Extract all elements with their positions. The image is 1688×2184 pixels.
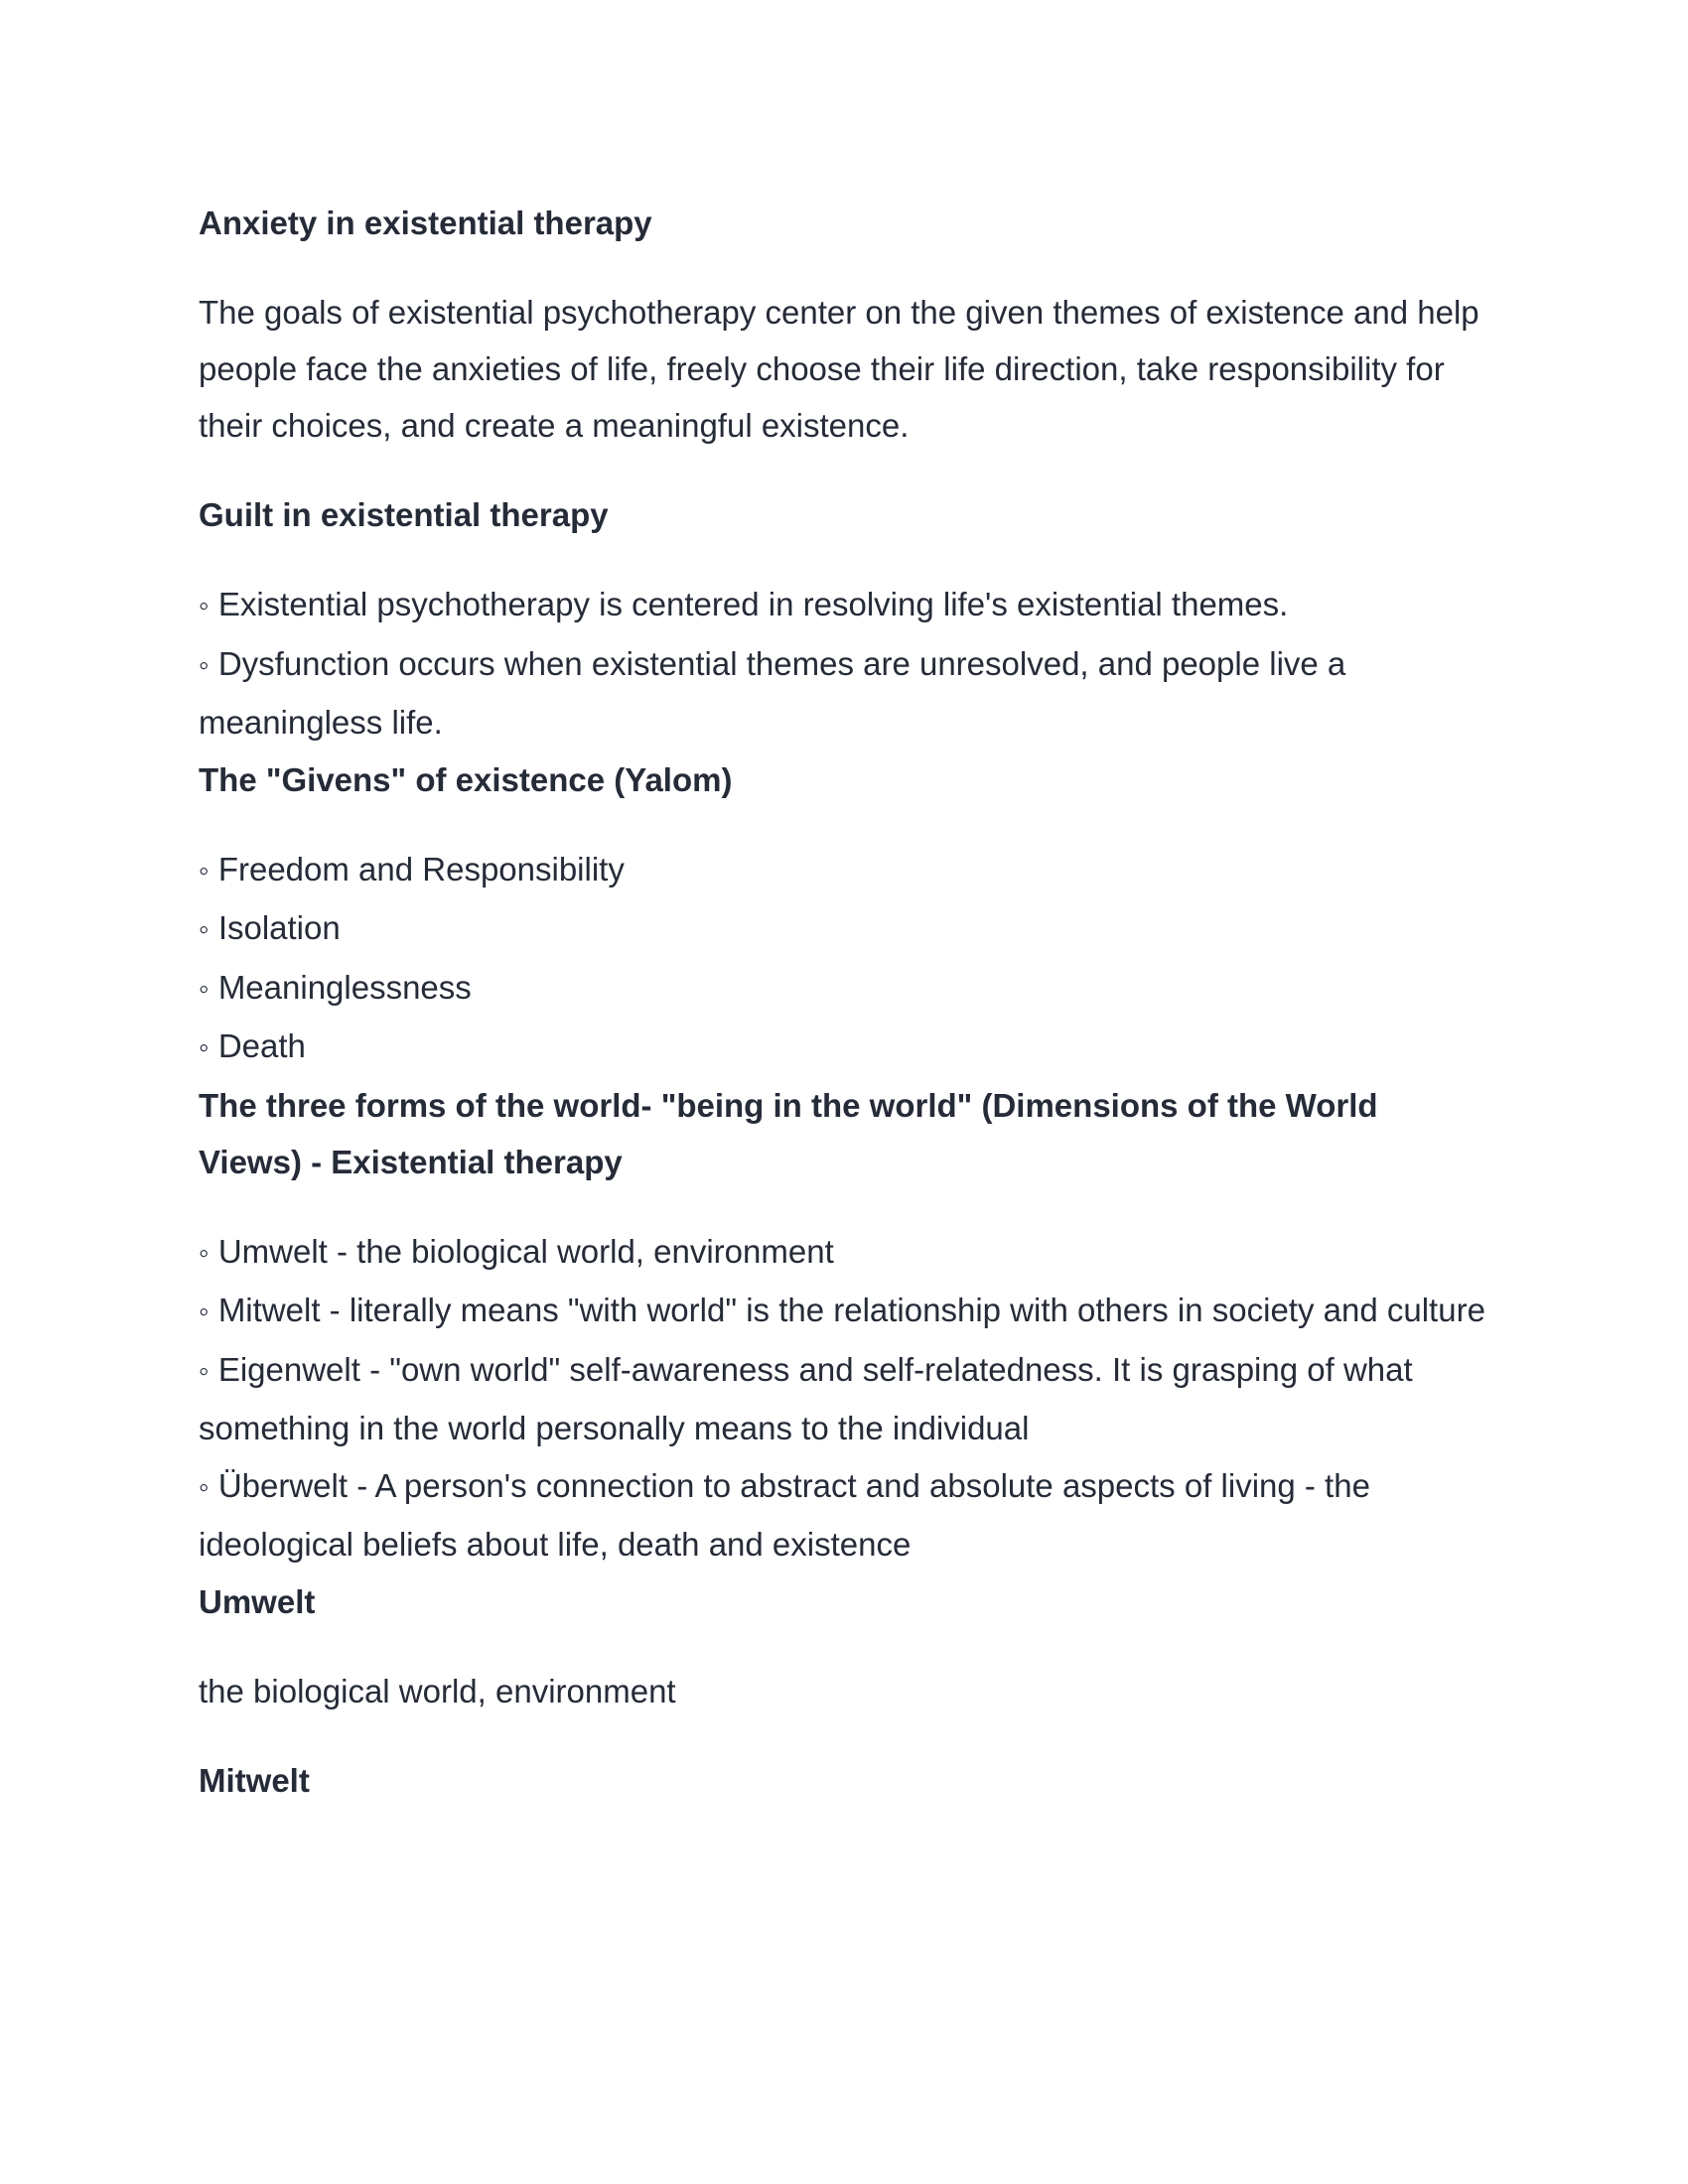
section-heading-mitwelt: Mitwelt	[199, 1761, 310, 1799]
list-item-text: Meaninglessness	[217, 968, 472, 1006]
list-item-text: Eigenwelt - "own world" self-awareness and self-relatedness. It is grasping of what something in the world personally means to the individual	[199, 1350, 1413, 1446]
list-item	[199, 576, 1489, 635]
section-heading-guilt: Guilt in existential therapy	[199, 496, 609, 533]
list-item	[199, 635, 1489, 751]
list-item	[199, 1282, 1489, 1341]
list-item	[199, 1457, 1489, 1573]
list-item	[199, 1018, 1489, 1077]
section-heading-givens: The "Givens" of existence (Yalom)	[199, 760, 733, 798]
section-heading-three-forms: The three forms of the world- "being in the world" (Dimensions of the World Views) - Existential therapy	[199, 1086, 1378, 1180]
list-item	[199, 1223, 1489, 1283]
list-item	[199, 899, 1489, 959]
bullet-icon: ◦	[199, 1470, 210, 1504]
bullet-icon: ◦	[199, 1236, 210, 1270]
list-item-text: Mitwelt - literally means "with world" is the relationship with others in society and culture	[217, 1292, 1485, 1328]
list-item-text: Existential psychotherapy is centered in resolving life's existential themes.	[217, 586, 1289, 622]
section-heading-umwelt: Umwelt	[199, 1582, 316, 1620]
section-heading-anxiety: Anxiety in existential therapy	[199, 205, 652, 241]
bullet-icon: ◦	[199, 648, 210, 682]
bullet-icon: ◦	[199, 1354, 210, 1388]
bullet-icon: ◦	[199, 972, 210, 1006]
list-item-text: Dysfunction occurs when existential themes are unresolved, and people live a meaningless life.	[199, 644, 1346, 741]
list-item-text: Death	[217, 1027, 306, 1064]
section-body-anxiety: The goals of existential psychotherapy center on the given themes of existence and help people face the anxieties of life, freely choose their life direction, take responsibility for their choices, and create a meaningful existence.	[199, 294, 1479, 444]
list-item	[199, 959, 1489, 1019]
list-item-text: Überwelt - A person's connection to abstract and absolute aspects of living - the ideological beliefs about life, death and existence	[199, 1466, 1370, 1563]
list-item-text: Freedom and Responsibility	[217, 850, 625, 887]
list-item-text: Umwelt - the biological world, environment	[217, 1232, 834, 1270]
three-forms-list	[199, 1223, 1489, 1573]
guilt-list	[199, 576, 1489, 751]
givens-list	[199, 841, 1489, 1077]
bullet-icon: ◦	[199, 1296, 210, 1328]
document-page	[199, 195, 1489, 1809]
bullet-icon: ◦	[199, 913, 210, 946]
bullet-icon: ◦	[199, 590, 210, 622]
bullet-icon: ◦	[199, 854, 210, 887]
list-item	[199, 1341, 1489, 1457]
bullet-icon: ◦	[199, 1031, 210, 1064]
list-item	[199, 841, 1489, 900]
section-body-umwelt: the biological world, environment	[199, 1672, 676, 1709]
list-item-text: Isolation	[217, 909, 341, 946]
